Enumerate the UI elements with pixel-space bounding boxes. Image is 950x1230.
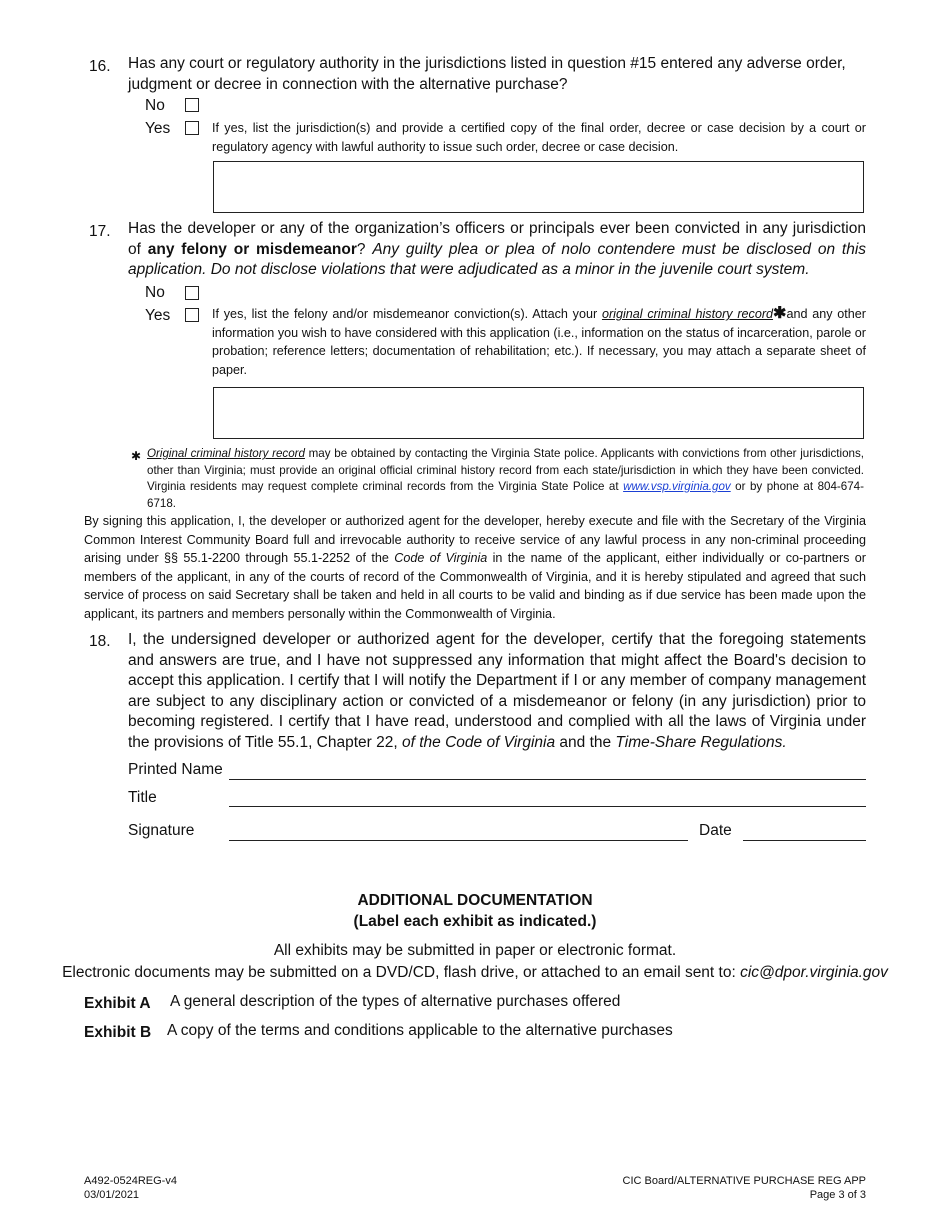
q16-yes-label: Yes	[145, 120, 171, 137]
cic-email[interactable]: cic@dpor.virginia.gov	[740, 964, 888, 981]
exhibit-b-description: A copy of the terms and conditions applicable to the alternative purchases	[167, 1022, 673, 1039]
q16-number: 16.	[89, 58, 111, 75]
q16-yes-checkbox[interactable]	[185, 121, 199, 135]
printed-name-label: Printed Name	[128, 761, 223, 778]
q17-question: Has the developer or any of the organization’s officers or principals ever been convicted in any jurisdiction of any felony or misdemeanor? Any guilty plea or plea of nolo contendere must be disclosed on this application. Do not disclose violations that were adjudicated as a minor in the juvenile court system.	[128, 220, 867, 278]
footnote-asterisk-icon: ✱	[131, 449, 142, 463]
exhibit-b-label: Exhibit B	[84, 1024, 152, 1041]
asterisk-icon: ✱	[773, 305, 787, 322]
footer-form-id: A492-0524REG-v4	[84, 1175, 177, 1187]
q17-answer-box[interactable]	[213, 387, 864, 439]
q18-certification: I, the undersigned developer or authorized agent for the developer, certify that the foregoing statements and answers are true, and I have not suppressed any information that might affect the Board's decision to accept this application. I certify that I will notify the Department if I or any member of company management are subject to any disciplinary action or convicted of a misdemeanor or felony (in any jurisdiction) prior to becoming registered. I certify that I have read, understood and complied with all the laws of Virginia under the provisions of Title 55.1, Chapter 22, of the Code of Virginia and the Time-Share Regulations.	[128, 631, 866, 751]
q17-yes-checkbox[interactable]	[185, 308, 199, 322]
q18-number: 18.	[89, 633, 111, 650]
service-of-process-paragraph: By signing this application, I, the developer or authorized agent for the developer, hereby execute and file with the Secretary of the Virginia Common Interest Community Board full and irrevocable authority to receive service of any lawful process in any non-criminal proceeding arising under §§ 55.1-2200 through 55.1-2252 of the Code of Virginia in the name of the applicant, either individually or co-partners or members of the applicant, in any of the courts of record of the Commonwealth of Virginia, and it is hereby stipulated and agreed that such service of process on said Secretary shall be taken and held in all courts to be valid and binding as if due service has been made upon the applicant, its partners and members personally within the Commonwealth of Virginia.	[84, 514, 866, 621]
q16-no-checkbox[interactable]	[185, 98, 199, 112]
q17-no-label: No	[145, 284, 165, 301]
signature-line[interactable]	[229, 840, 688, 841]
footer-form-title: CIC Board/ALTERNATIVE PURCHASE REG APP	[622, 1175, 866, 1187]
q16-no-label: No	[145, 97, 165, 114]
q17-yes-label: Yes	[145, 307, 171, 324]
footer-page-number: Page 3 of 3	[809, 1189, 866, 1201]
title-line[interactable]	[229, 806, 866, 807]
electronic-submission-note: Electronic documents may be submitted on a DVD/CD, flash drive, or attached to an email sent to: cic@dpor.virginia.gov	[62, 964, 888, 981]
footer-date: 03/01/2021	[84, 1189, 140, 1201]
signature-label: Signature	[128, 822, 195, 839]
q16-answer-box[interactable]	[213, 161, 864, 213]
q17-yes-instructions: If yes, list the felony and/or misdemeanor conviction(s). Attach your original criminal history record✱and any other information you wish to have considered with this application (i.e., information on the status of incarceration, parole or probation; reference letters; documentation of rehabilitation; etc.). If necessary, you may attach a separate sheet of paper.	[212, 305, 866, 377]
additional-documentation-heading: ADDITIONAL DOCUMENTATION	[357, 892, 593, 909]
exhibit-a-description: A general description of the types of alternative purchases offered	[170, 993, 621, 1010]
q17-number: 17.	[89, 223, 111, 240]
title-label: Title	[128, 789, 157, 806]
exhibit-format-note: All exhibits may be submitted in paper or electronic format.	[273, 942, 677, 959]
q16-yes-instructions: If yes, list the jurisdiction(s) and provide a certified copy of the final order, decree or case decision by a court or regulatory agency with lawful authority to issue such order, decree or case decision.	[212, 121, 866, 154]
vsp-link[interactable]: www.vsp.virginia.gov	[623, 480, 731, 493]
date-line[interactable]	[743, 840, 866, 841]
exhibit-a-label: Exhibit A	[84, 995, 151, 1012]
criminal-record-reference: original criminal history record	[601, 307, 774, 321]
date-label: Date	[699, 822, 732, 839]
additional-documentation-subheading: (Label each exhibit as indicated.)	[353, 913, 597, 930]
printed-name-line[interactable]	[229, 779, 866, 780]
q16-question: Has any court or regulatory authority in the jurisdictions listed in question #15 entered any adverse order, judgment or decree in connection with the alternative purchase?	[128, 55, 846, 93]
footnote-text: Original criminal history record may be obtained by contacting the Virginia State police. Applicants with convictions from other jurisdictions, other than Virginia; must provide an original official criminal history record from each state/jurisdiction in which they have been convicted. Virginia residents may request complete criminal records from the Virginia State Police at www.vsp.virginia.gov or by phone at 804-674-6718.	[147, 447, 865, 510]
q17-no-checkbox[interactable]	[185, 286, 199, 300]
